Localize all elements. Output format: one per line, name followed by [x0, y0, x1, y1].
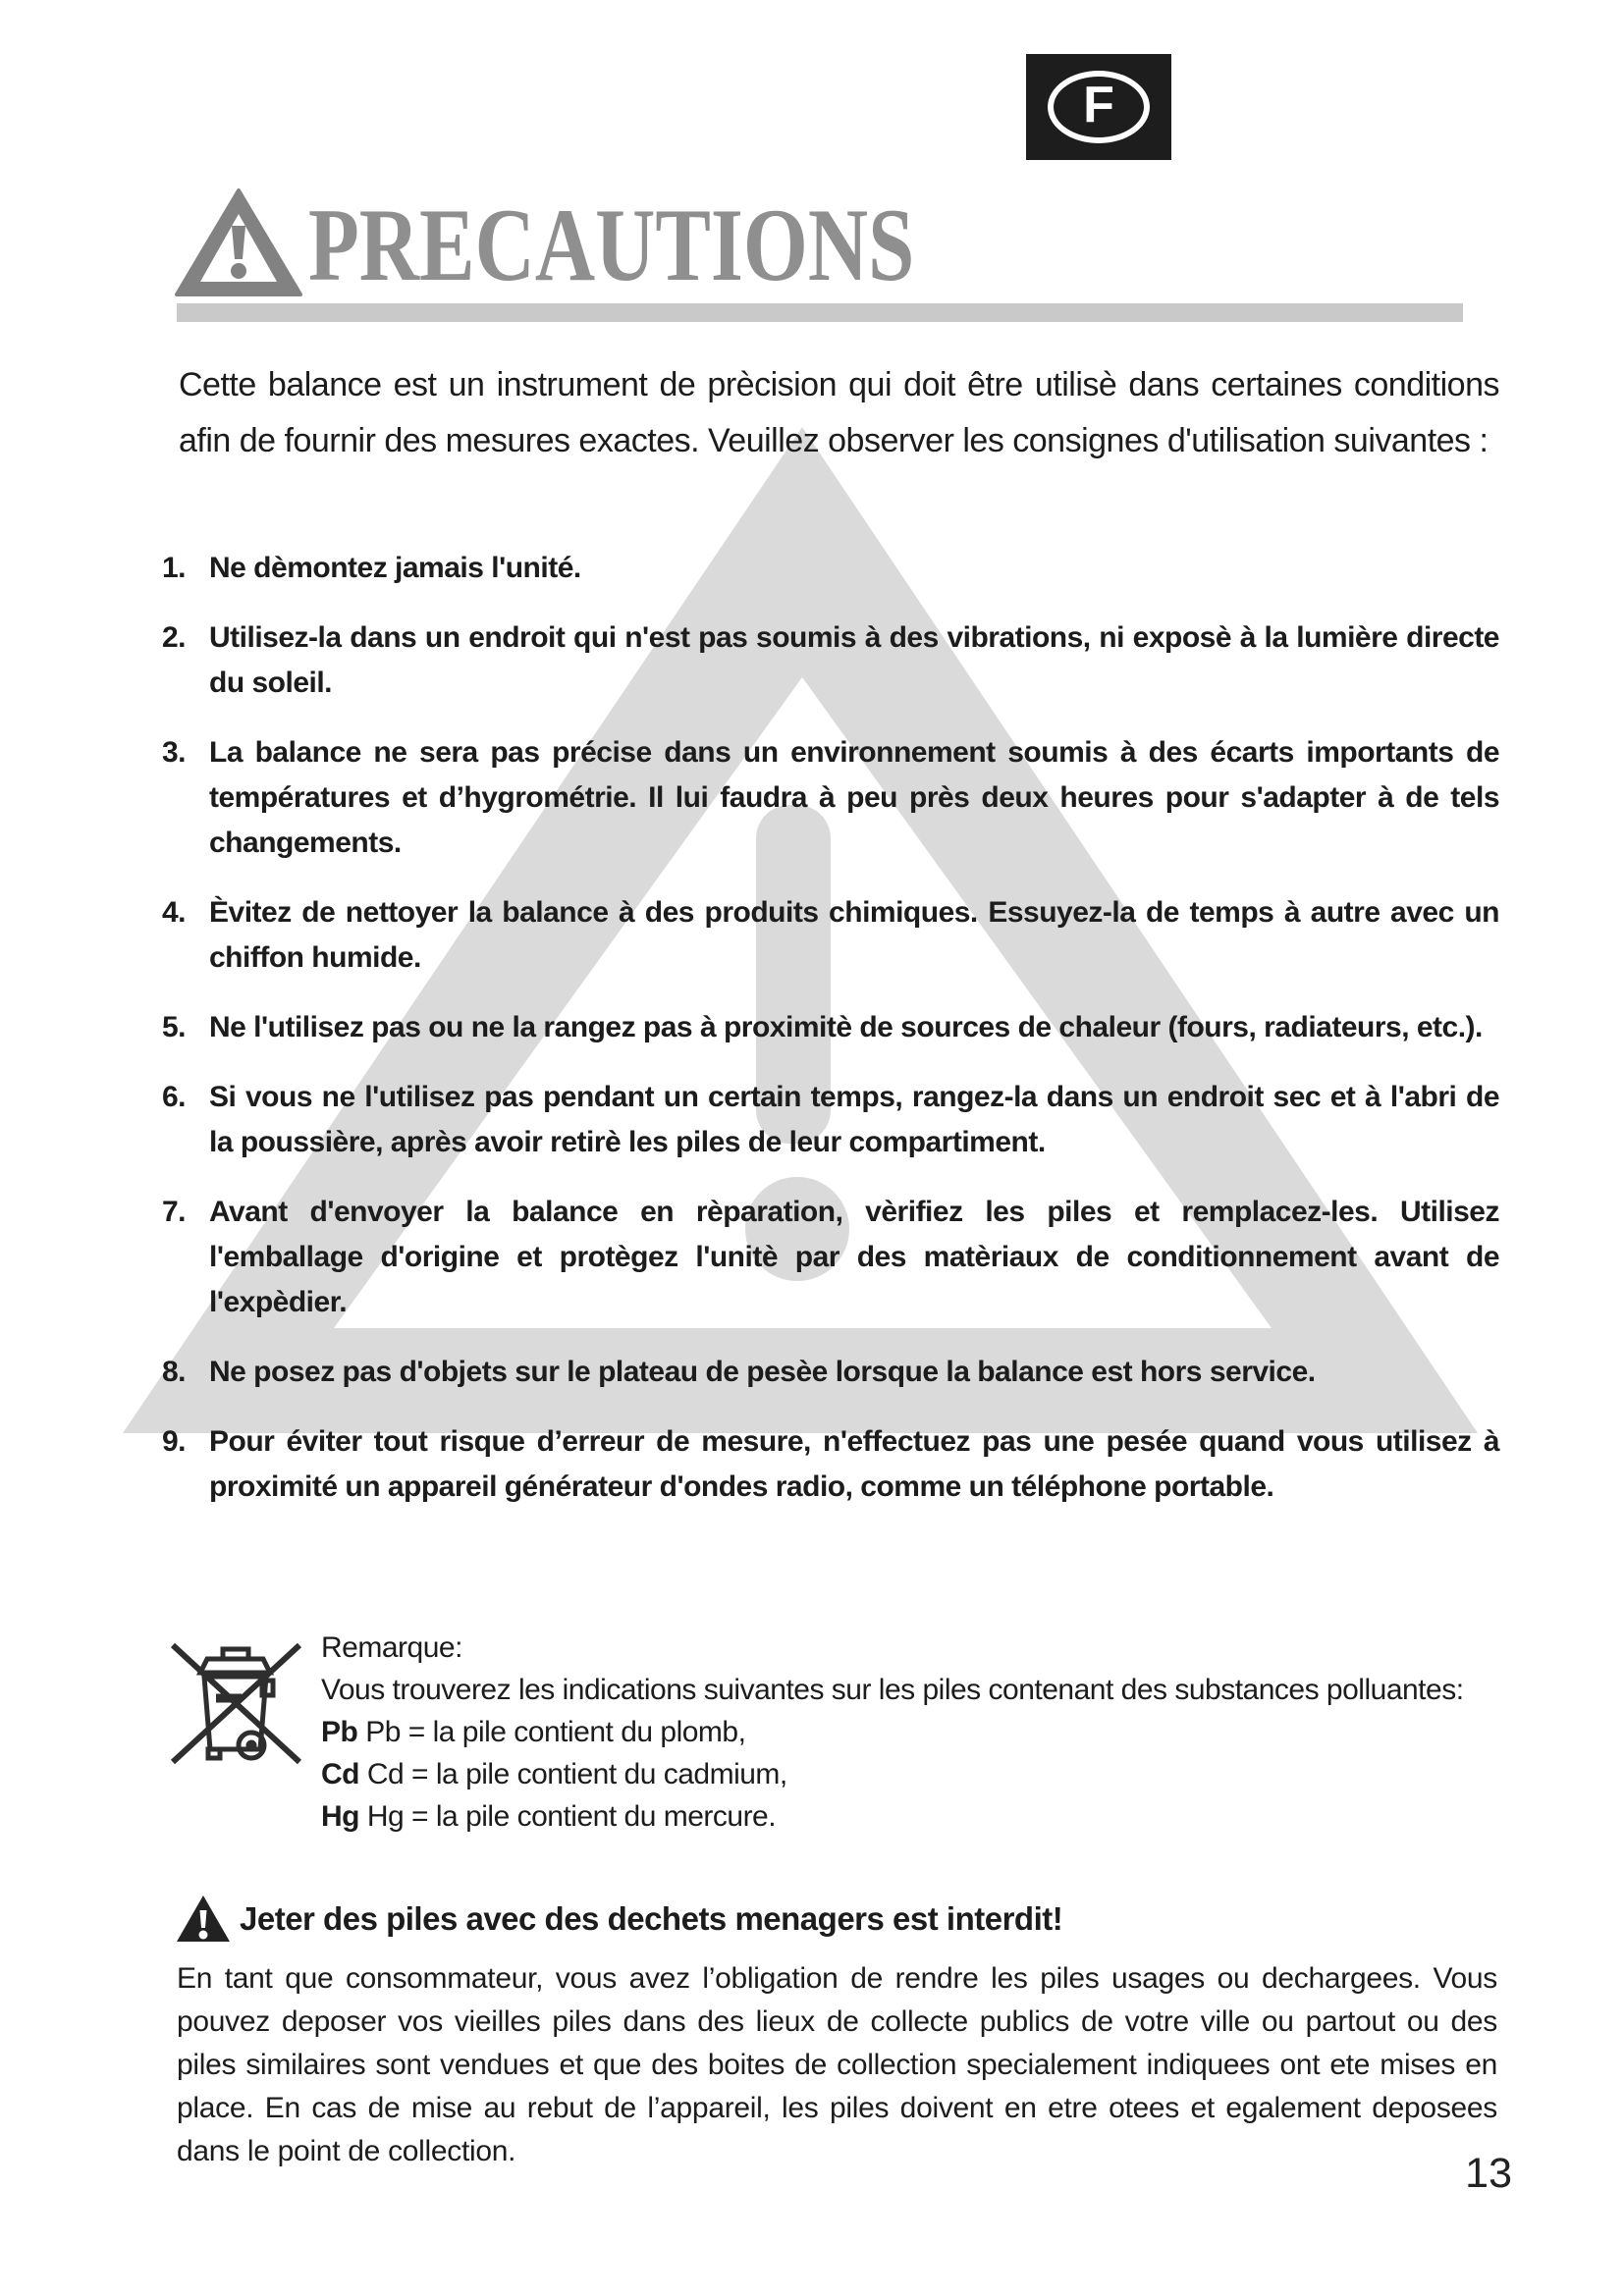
- item-text: Pour éviter tout risque d’erreur de mesure, n'effectuez pas une pesée quand vous utilisez à proximité un appareil générateur d'ondes radio, comme un téléphone portable.: [209, 1425, 1499, 1503]
- precaution-item: [162, 1075, 1499, 1165]
- item-number: 5.: [162, 1011, 187, 1043]
- item-text: Ne l'utilisez pas ou ne la rangez pas à proximitè de sources de chaleur (fours, radiateurs, etc.).: [209, 1011, 1483, 1043]
- battery-symbol: Hg: [321, 1800, 359, 1833]
- battery-symbol-meaning: Pb = la pile contient du plomb,: [365, 1716, 746, 1748]
- note-title: Remarque:: [321, 1631, 462, 1664]
- item-text: Ne dèmontez jamais l'unité.: [209, 552, 581, 584]
- item-number: 8.: [162, 1356, 187, 1388]
- title-underline-rule: [177, 303, 1463, 322]
- language-badge-oval: [1048, 71, 1150, 143]
- page-title: PRECAUTIONS: [308, 187, 915, 302]
- disposal-warning-paragraph: En tant que consommateur, vous avez l’obligation de rendre les piles usages ou dechargees. Vous pouvez deposer vos vieilles piles dans des lieux de collecte publics de votre ville ou partout ou des piles similaires sont vendues et que des boites de collection specialement indiquees ont ete mises en place. En cas de mise au rebut de l’appareil, les piles doivent en etre otees et egalement deposees dans le point de collection.: [177, 1962, 1497, 2167]
- precaution-item: [162, 1190, 1499, 1325]
- warning-triangle-icon: [175, 188, 302, 301]
- precaution-item: [162, 1419, 1499, 1510]
- small-warning-triangle-icon: [177, 1896, 230, 1943]
- battery-symbol: Pb: [321, 1716, 358, 1748]
- item-text: Ne posez pas d'objets sur le plateau de pesèe lorsque la balance est hors service.: [209, 1356, 1316, 1388]
- note-intro: Vous trouverez les indications suivantes sur les piles contenant des substances polluantes:: [321, 1674, 1464, 1706]
- disposal-warning-heading: [177, 1896, 1062, 1943]
- item-number: 7.: [162, 1196, 187, 1228]
- battery-symbol-meaning: Cd = la pile contient du cadmium,: [366, 1758, 787, 1790]
- item-number: 2.: [162, 621, 187, 654]
- precaution-item: [162, 546, 1499, 591]
- disposal-warning-title: Jeter des piles avec des dechets menagers est interdit!: [240, 1900, 1063, 1937]
- item-text: Si vous ne l'utilisez pas pendant un certain temps, rangez-la dans un endroit sec et à l'abri de la poussière, après avoir retirè les piles de leur compartiment.: [209, 1081, 1499, 1158]
- item-number: 4.: [162, 896, 187, 929]
- battery-symbol-meaning: Hg = la pile contient du mercure.: [366, 1800, 777, 1833]
- precaution-item: [162, 890, 1499, 981]
- item-text: Utilisez-la dans un endroit qui n'est pas soumis à des vibrations, ni exposè à la lumière directe du soleil.: [209, 621, 1499, 699]
- language-badge-letter: F: [1083, 77, 1114, 133]
- item-text: La balance ne sera pas précise dans un environnement soumis à des écarts importants de températures et d’hygrométrie. Il lui faudra à peu près deux heures pour s'adapter à de tels changements.: [209, 736, 1499, 859]
- battery-note: [321, 1627, 1470, 1838]
- item-number: 1.: [162, 552, 187, 584]
- item-number: 3.: [162, 736, 187, 769]
- item-number: 9.: [162, 1425, 187, 1458]
- note-entry: [321, 1795, 1470, 1838]
- precaution-item: [162, 615, 1499, 706]
- precaution-list: [162, 546, 1499, 1534]
- precaution-item: [162, 1350, 1499, 1395]
- item-text: Avant d'envoyer la balance en rèparation, vèrifiez les piles et remplacez-les. Utilisez l'emballage d'origine et protègez l'unitè par des matèriaux de conditionnement avant de l'expèdier.: [209, 1196, 1499, 1318]
- item-number: 6.: [162, 1081, 187, 1113]
- precaution-item: [162, 1005, 1499, 1050]
- language-badge: [1026, 54, 1171, 160]
- precaution-item: [162, 730, 1499, 866]
- note-entry: [321, 1711, 1470, 1753]
- intro-paragraph: Cette balance est un instrument de prècision qui doit être utilisè dans certaines conditions afin de fournir des mesures exactes. Veuillez observer les consignes d'utilisation suivantes :: [179, 366, 1499, 459]
- item-text: Èvitez de nettoyer la balance à des produits chimiques. Essuyez-la de temps à autre avec un chiffon humide.: [209, 896, 1499, 974]
- page-number: 13: [1465, 2150, 1512, 2197]
- note-entry: [321, 1753, 1470, 1795]
- crossed-out-bin-icon: [165, 1631, 307, 1776]
- battery-symbol: Cd: [321, 1758, 359, 1790]
